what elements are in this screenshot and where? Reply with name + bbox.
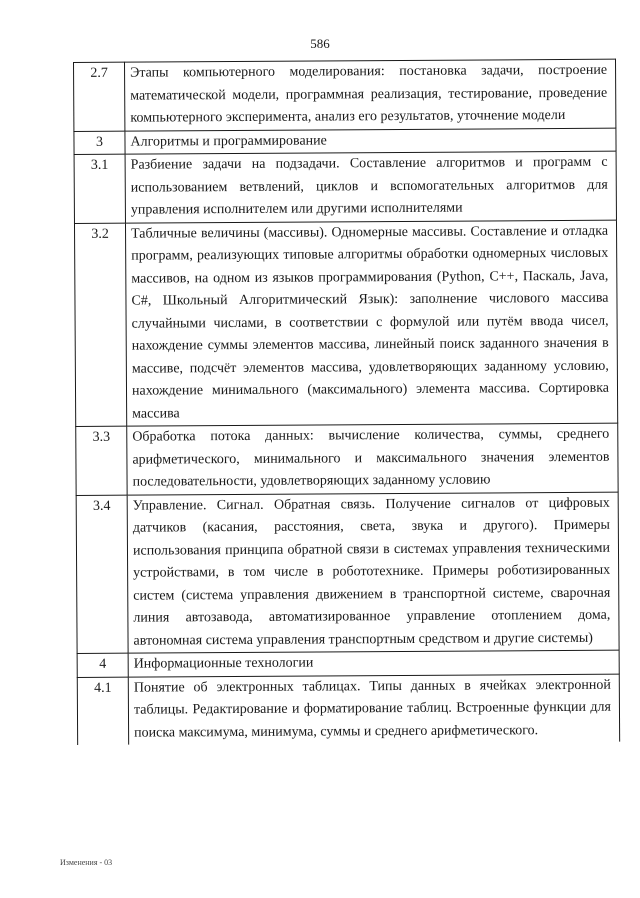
row-number: 3.2 (74, 223, 126, 427)
table-row (74, 59, 616, 131)
row-number: 2.7 (74, 62, 125, 131)
table-row (76, 492, 619, 654)
row-number: 4.1 (77, 677, 128, 745)
row-number: 3.3 (76, 426, 127, 495)
table-row (76, 423, 618, 495)
curriculum-table (73, 59, 620, 745)
row-text: Понятие об электронных таблицах. Типы данных в ячейках электронной таблицы. Редактирование и форматирование таблиц. Встроенные функции для поиска максимума, минимума, суммы и среднего арифметического. (128, 674, 619, 745)
row-number: 4 (77, 653, 128, 677)
row-text: Разбиение задачи на подзадачи. Составление алгоритмов и программ с использованием ветвлений, циклов и вспомогательных алгоритмов для управления исполнителем или другими исполнителями (125, 151, 616, 222)
row-text: Табличные величины (массивы). Одномерные массивы. Составление и отладка программ, реализующих типовые алгоритмы обработки одномерных числовых массивов, на одном из языков программирования (Python, C++, Паскаль, Java, C#, Школьный Алгоритмический Язык): заполнение числового массива случайными числами, в соответствии с формулой или путём ввода чисел, нахождение суммы элементов массива, линейный поиск заданного значения в массиве, подсчёт элементов массива, удовлетворяющих заданному условию, нахождение минимального (максимального) элемента массива. Сортировка массива (125, 220, 617, 426)
table-row (74, 220, 617, 427)
table-row (74, 151, 616, 223)
row-text: Управление. Сигнал. Обратная связь. Получение сигналов от цифровых датчиков (касания, расстояния, света, звука и другого). Примеры использования принципа обратной связи в системах управления техническими устройствами, в том числе в робототехнике. Примеры роботизированных систем (система управления движением в транспортной системе, сварочная линия автозавода, автоматизированное управление отоплением дома, автономная система управления транспортным средством и другие системы) (127, 492, 619, 653)
table-row (77, 674, 619, 745)
row-number: 3 (74, 131, 125, 155)
row-number: 3.1 (74, 154, 125, 223)
row-text: Этапы компьютерного моделирования: постановка задачи, построение математической модели, программная реализация, тестирование, проведение компьютерного эксперимента, анализ его результатов, уточнение модели (125, 59, 616, 130)
page-number: 586 (310, 36, 330, 51)
row-text: Алгоритмы и программирование (125, 128, 616, 154)
row-number: 3.4 (76, 495, 128, 654)
table-row (74, 128, 616, 155)
table-row (77, 650, 619, 677)
row-text: Информационные технологии (128, 650, 619, 676)
row-text: Обработка потока данных: вычисление количества, суммы, среднего арифметического, минимального и максимального значения элементов последовательности, удовлетворяющих заданному условию (127, 423, 618, 494)
footer-note: Изменения - 03 (60, 858, 113, 867)
